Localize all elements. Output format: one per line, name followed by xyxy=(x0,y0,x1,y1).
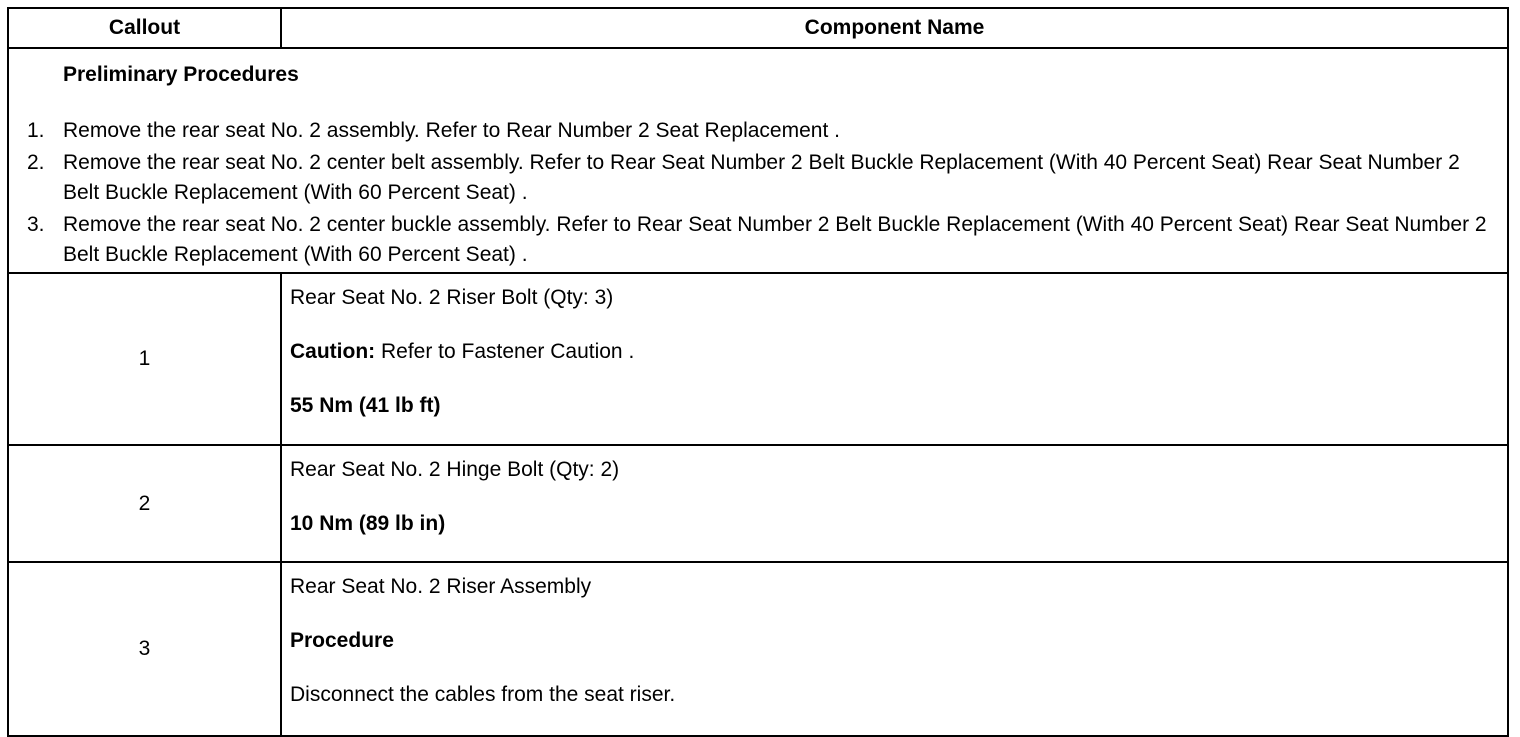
procedure-label: Procedure xyxy=(290,629,394,652)
component-cell xyxy=(281,562,1508,736)
step-text: Remove the rear seat No. 2 center buckle assembly. Refer to Rear Seat Number 2 Belt Buckle Replacement (With 40 Percent Seat) Rear Seat Number 2 Belt Buckle Replacement (With 60 Percent Seat) . xyxy=(63,213,1487,266)
preliminary-row xyxy=(8,48,1508,273)
preliminary-cell xyxy=(8,48,1508,273)
caution-label: Caution: xyxy=(290,340,376,363)
component-name: Rear Seat No. 2 Hinge Bolt (Qty: 2) xyxy=(290,458,620,481)
component-table xyxy=(7,7,1509,737)
preliminary-steps xyxy=(9,116,1499,270)
step-text: Remove the rear seat No. 2 assembly. Refer to Rear Number 2 Seat Replacement . xyxy=(63,119,840,142)
component-cell xyxy=(281,445,1508,562)
component-cell xyxy=(281,273,1508,445)
caution-note xyxy=(290,340,1499,364)
callout-header: Callout xyxy=(8,8,281,48)
table-row xyxy=(8,273,1508,445)
preliminary-title: Preliminary Procedures xyxy=(63,63,299,86)
preliminary-step xyxy=(9,210,1499,270)
torque-spec: 55 Nm (41 lb ft) xyxy=(290,394,441,417)
header-row xyxy=(8,8,1508,48)
table-row xyxy=(8,445,1508,562)
component-name: Rear Seat No. 2 Riser Assembly xyxy=(290,575,592,598)
procedure-text: Disconnect the cables from the seat riser. xyxy=(290,683,676,706)
callout-cell: 3 xyxy=(8,562,281,736)
callout-cell: 2 xyxy=(8,445,281,562)
step-number: 1. xyxy=(27,119,45,142)
step-number: 3. xyxy=(27,213,45,236)
callout-cell: 1 xyxy=(8,273,281,445)
torque-spec: 10 Nm (89 lb in) xyxy=(290,512,446,535)
step-text: Remove the rear seat No. 2 center belt assembly. Refer to Rear Seat Number 2 Belt Buckle Replacement (With 40 Percent Seat) Rear Seat Number 2 Belt Buckle Replacement (With 60 Percent Seat) . xyxy=(63,151,1460,204)
component-name: Rear Seat No. 2 Riser Bolt (Qty: 3) xyxy=(290,286,614,309)
component-name-header: Component Name xyxy=(281,8,1508,48)
step-number: 2. xyxy=(27,151,45,174)
preliminary-step xyxy=(9,116,1499,146)
caution-text: Refer to Fastener Caution . xyxy=(375,340,635,363)
table-row xyxy=(8,562,1508,736)
preliminary-step xyxy=(9,148,1499,208)
